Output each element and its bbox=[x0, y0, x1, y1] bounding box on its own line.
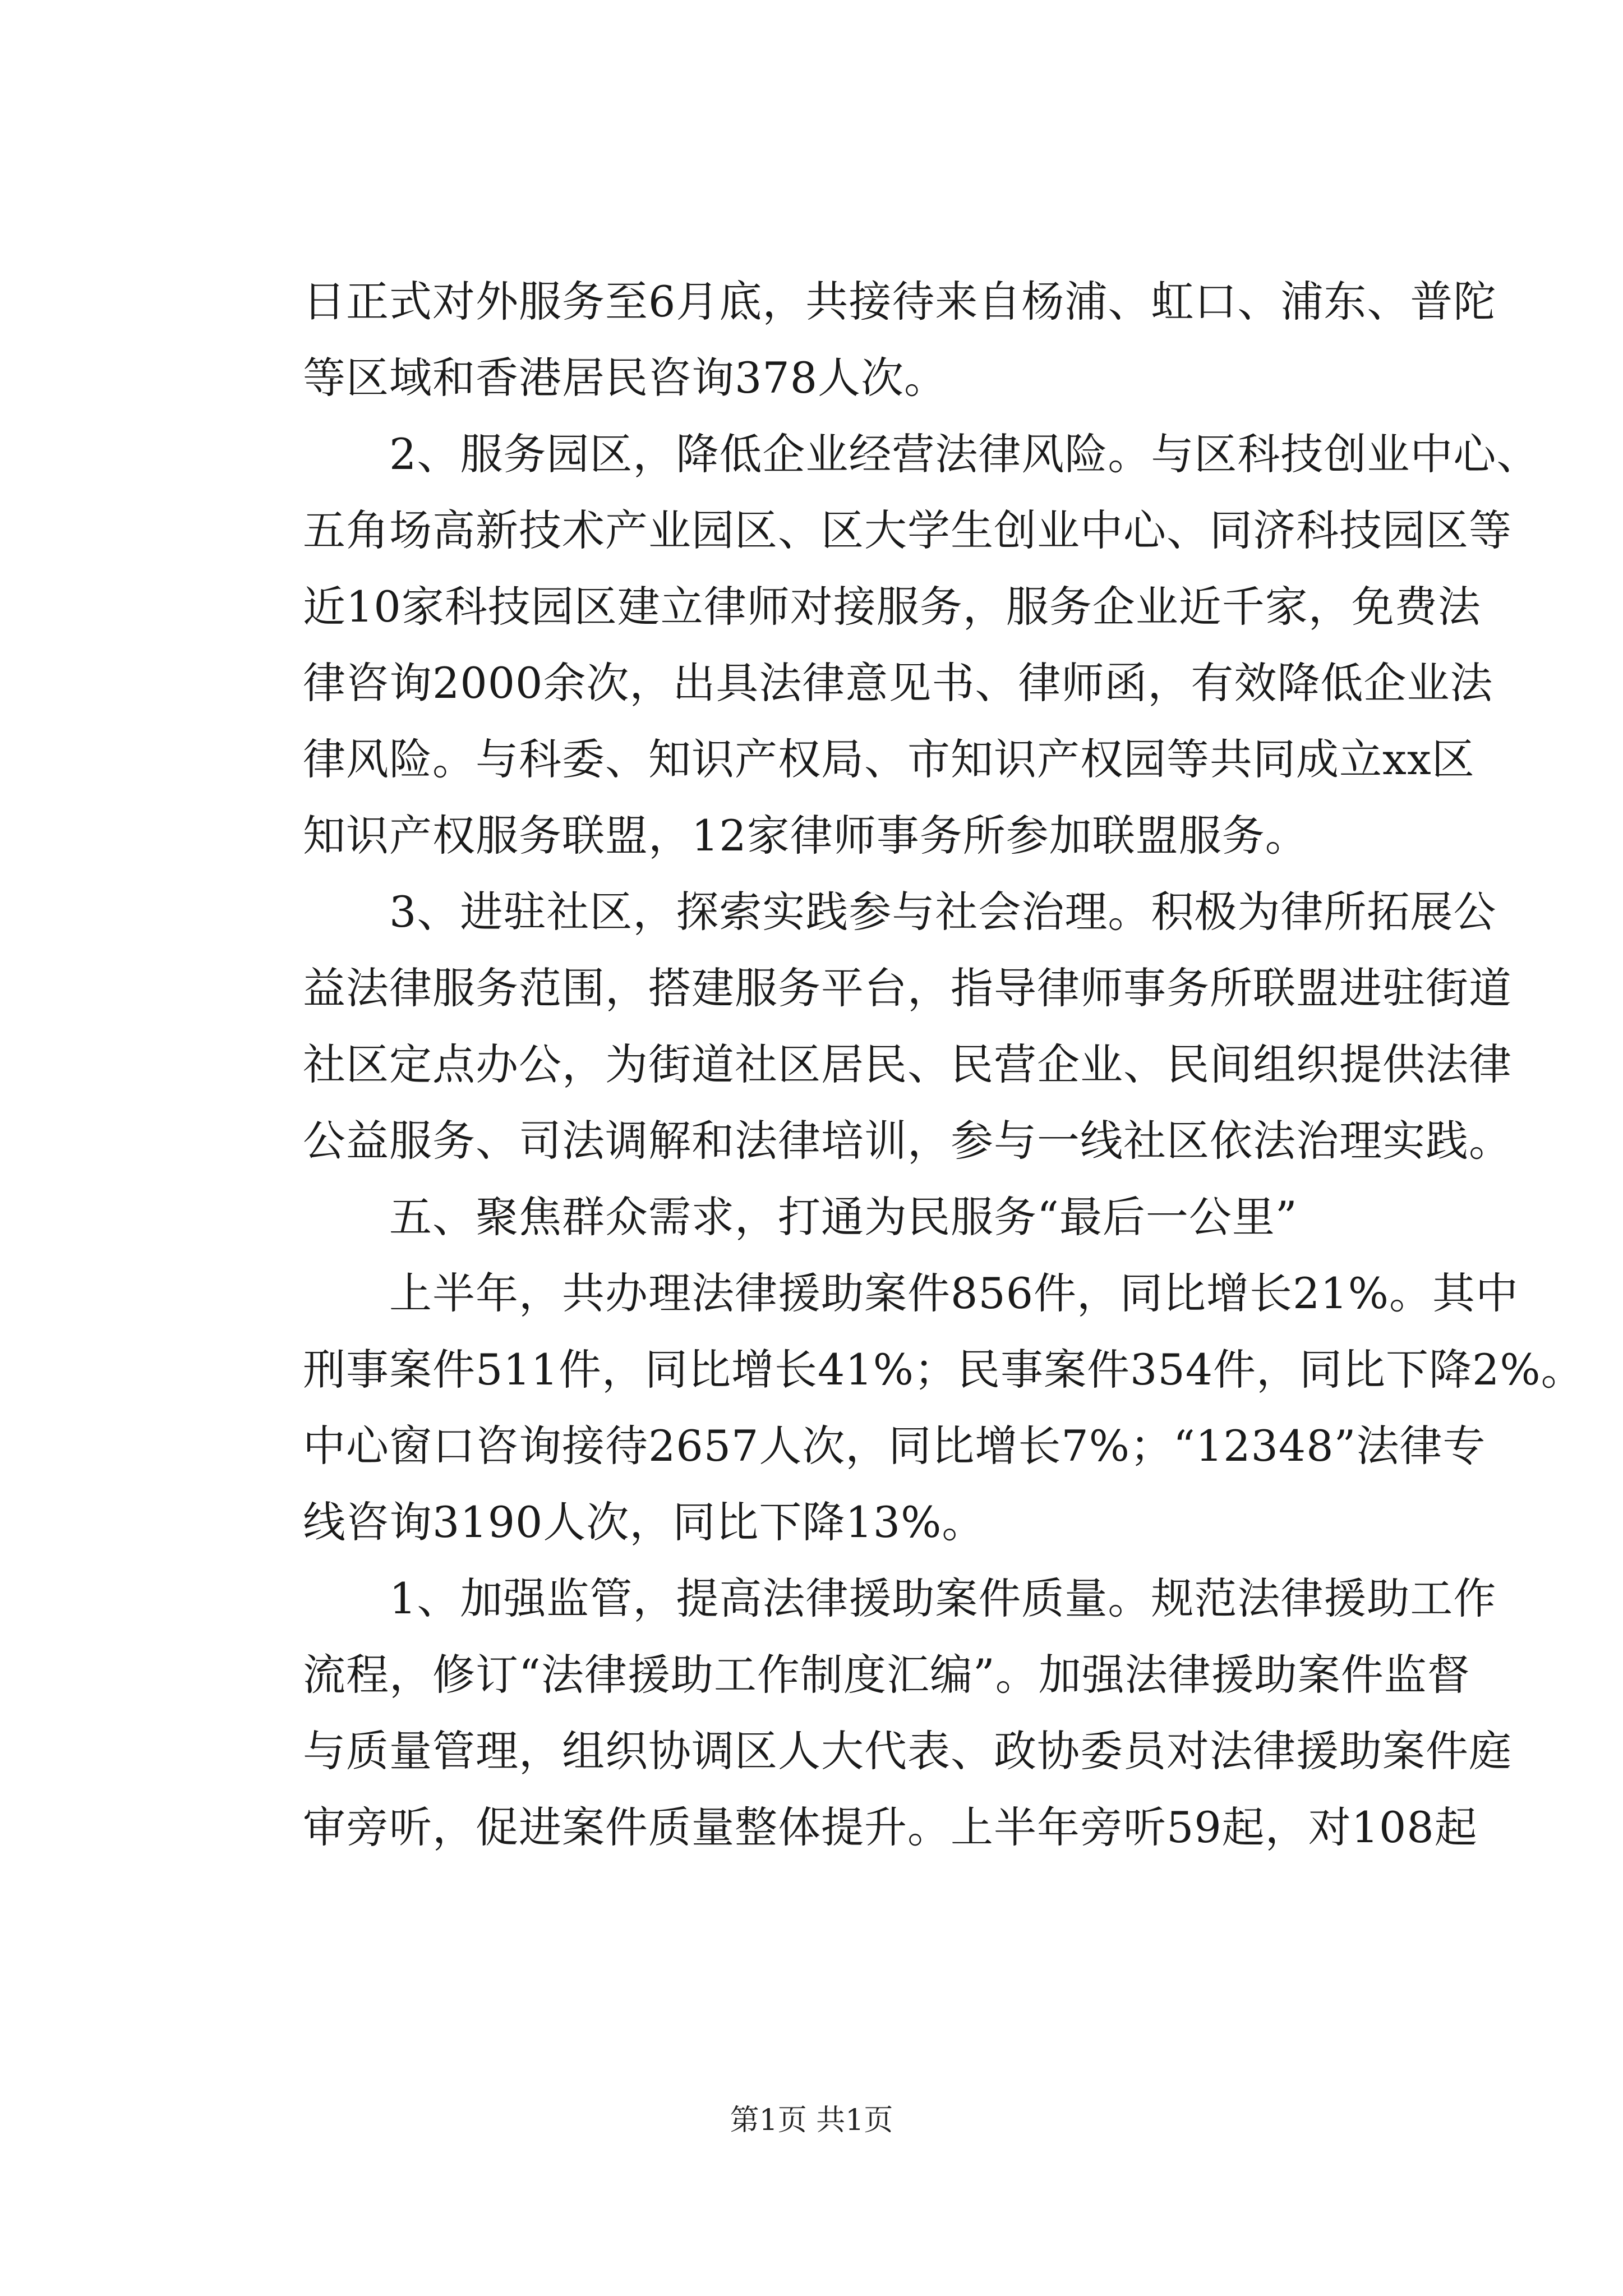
text-line-20: 与质量管理，组织协调区人大代表、政协委员对法律援助案件庭 bbox=[303, 1726, 1512, 1776]
text-line-4: 五角场高新技术产业园区、区大学生创业中心、同济科技园区等 bbox=[303, 505, 1512, 555]
text-line-16: 中心窗口咨询接待2657人次，同比增长7%；“12348”法律专 bbox=[303, 1421, 1486, 1471]
text-line-10: 益法律服务范围，搭建服务平台，指导律师事务所联盟进驻街道 bbox=[303, 963, 1512, 1013]
document-body bbox=[303, 264, 1584, 1866]
text-line-14: 上半年，共办理法律援助案件856件，同比增长21%。其中 bbox=[303, 1268, 1519, 1318]
text-line-8: 知识产权服务联盟，12家律师事务所参加联盟服务。 bbox=[303, 811, 1308, 861]
text-line-15: 刑事案件511件，同比增长41%；民事案件354件，同比下降2%。 bbox=[303, 1345, 1584, 1395]
text-line-17: 线咨询3190人次，同比下降13%。 bbox=[303, 1497, 985, 1547]
section-heading-5: 五、聚焦群众需求，打通为民服务“最后一公里” bbox=[303, 1192, 1298, 1242]
text-line-19: 流程，修订“法律援助工作制度汇编”。加强法律援助案件监督 bbox=[303, 1650, 1470, 1700]
text-line-9: 3、进驻社区，探索实践参与社会治理。积极为律所拓展公 bbox=[303, 887, 1497, 937]
text-line-5: 近10家科技园区建立律师对接服务，服务企业近千家，免费法 bbox=[303, 582, 1481, 632]
text-line-1: 日正式对外服务至6月底，共接待来自杨浦、虹口、浦东、普陀 bbox=[303, 277, 1497, 326]
text-line-12: 公益服务、司法调解和法律培训，参与一线社区依法治理实践。 bbox=[303, 1116, 1512, 1166]
text-line-3: 2、服务园区，降低企业经营法律风险。与区科技创业中心、 bbox=[303, 429, 1540, 479]
text-line-6: 律咨询2000余次，出具法律意见书、律师函，有效降低企业法 bbox=[303, 658, 1493, 708]
text-line-7: 律风险。与科委、知识产权局、市知识产权园等共同成立xx区 bbox=[303, 734, 1475, 784]
text-line-2: 等区域和香港居民咨询378人次。 bbox=[303, 353, 948, 403]
text-line-21: 审旁听，促进案件质量整体提升。上半年旁听59起，对108起 bbox=[303, 1802, 1478, 1852]
text-line-18: 1、加强监管，提高法律援助案件质量。规范法律援助工作 bbox=[303, 1573, 1497, 1623]
page-footer: 第1页 共1页 bbox=[730, 2104, 893, 2137]
text-line-11: 社区定点办公，为街道社区居民、民营企业、民间组织提供法律 bbox=[303, 1039, 1512, 1089]
